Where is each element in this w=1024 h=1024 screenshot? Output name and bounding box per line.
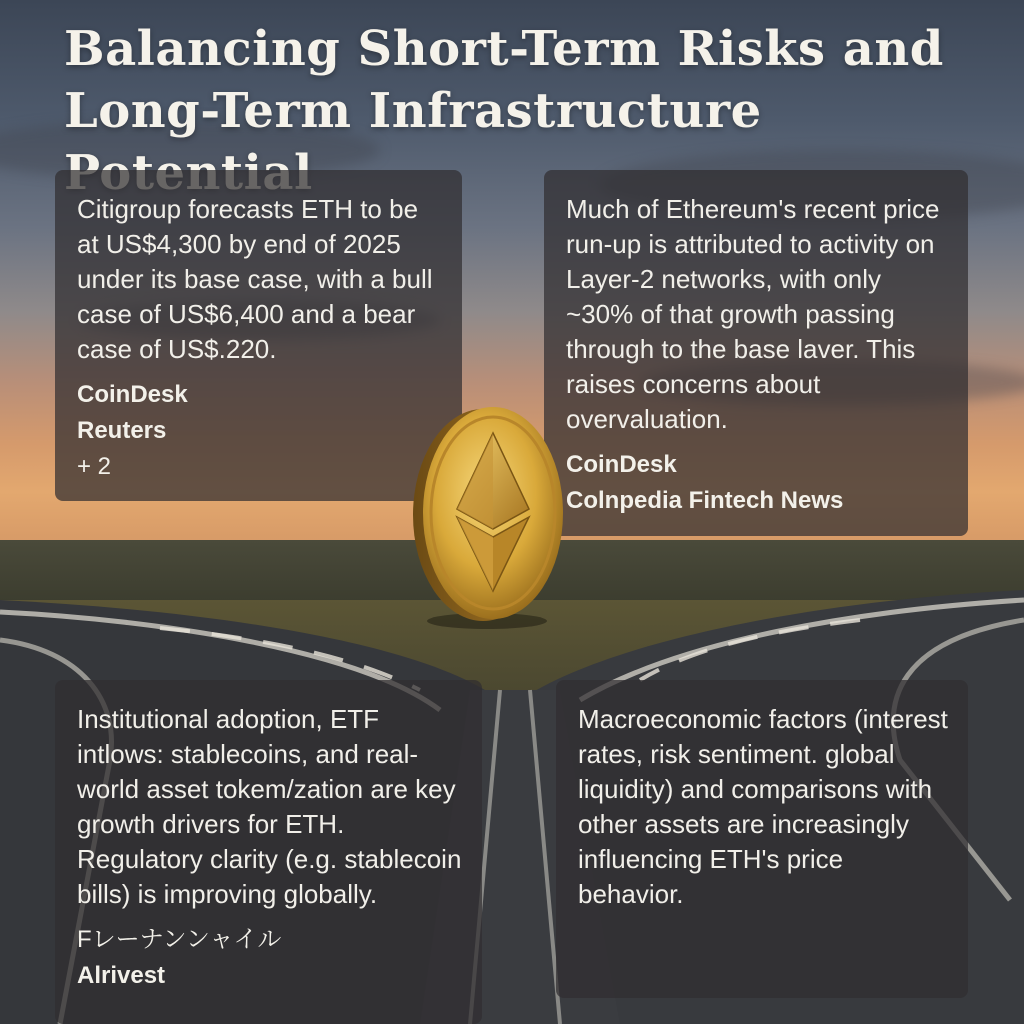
source-link[interactable]: CoinDesk <box>77 381 188 408</box>
source-link[interactable]: Fレーナンンャイル <box>77 926 282 953</box>
info-card-macro <box>556 680 968 998</box>
ethereum-coin <box>405 405 570 630</box>
info-card-forecast <box>55 170 462 501</box>
info-card-adoption <box>55 680 482 1024</box>
source-link[interactable]: Alrivest <box>77 962 166 989</box>
source-list <box>566 447 948 519</box>
source-link[interactable]: CoinDesk <box>566 451 677 478</box>
page-title: Balancing Short-Term Risks and Long-Term Infrastructure <box>64 21 944 139</box>
source-link[interactable]: Colnpedia Fintech News <box>566 487 844 514</box>
card-body: Much of Ethereum's recent price run-up is attributed to activity on Layer-2 networks, with only ~30% of that growth passing through to the base laver. This raises concerns about overvaluation. <box>566 194 940 434</box>
ethereum-icon <box>405 405 570 630</box>
more-sources-link[interactable]: + 2 <box>77 453 112 480</box>
info-card-layer2 <box>544 170 968 536</box>
card-body: Citigroup forecasts ETH to be at US$4,300 by end of 2025 under its base case, with a bull case of US$6,400 and a bear case of US$.220. <box>77 194 433 364</box>
source-link[interactable]: Reuters <box>77 417 167 444</box>
source-list <box>77 922 462 994</box>
card-body: Institutional adoption, ETF intlows: stablecoins, and real-world asset tokem/zation are key growth drivers for ETH. Regulatory clarity (e.g. stablecoin bills) is improving globally. <box>77 704 462 909</box>
source-list <box>77 377 442 485</box>
card-body: Macroeconomic factors (interest rates, risk sentiment. global liquidity) and comparisons with other assets are increasingly influencing ETH's price behavior. <box>578 704 948 909</box>
